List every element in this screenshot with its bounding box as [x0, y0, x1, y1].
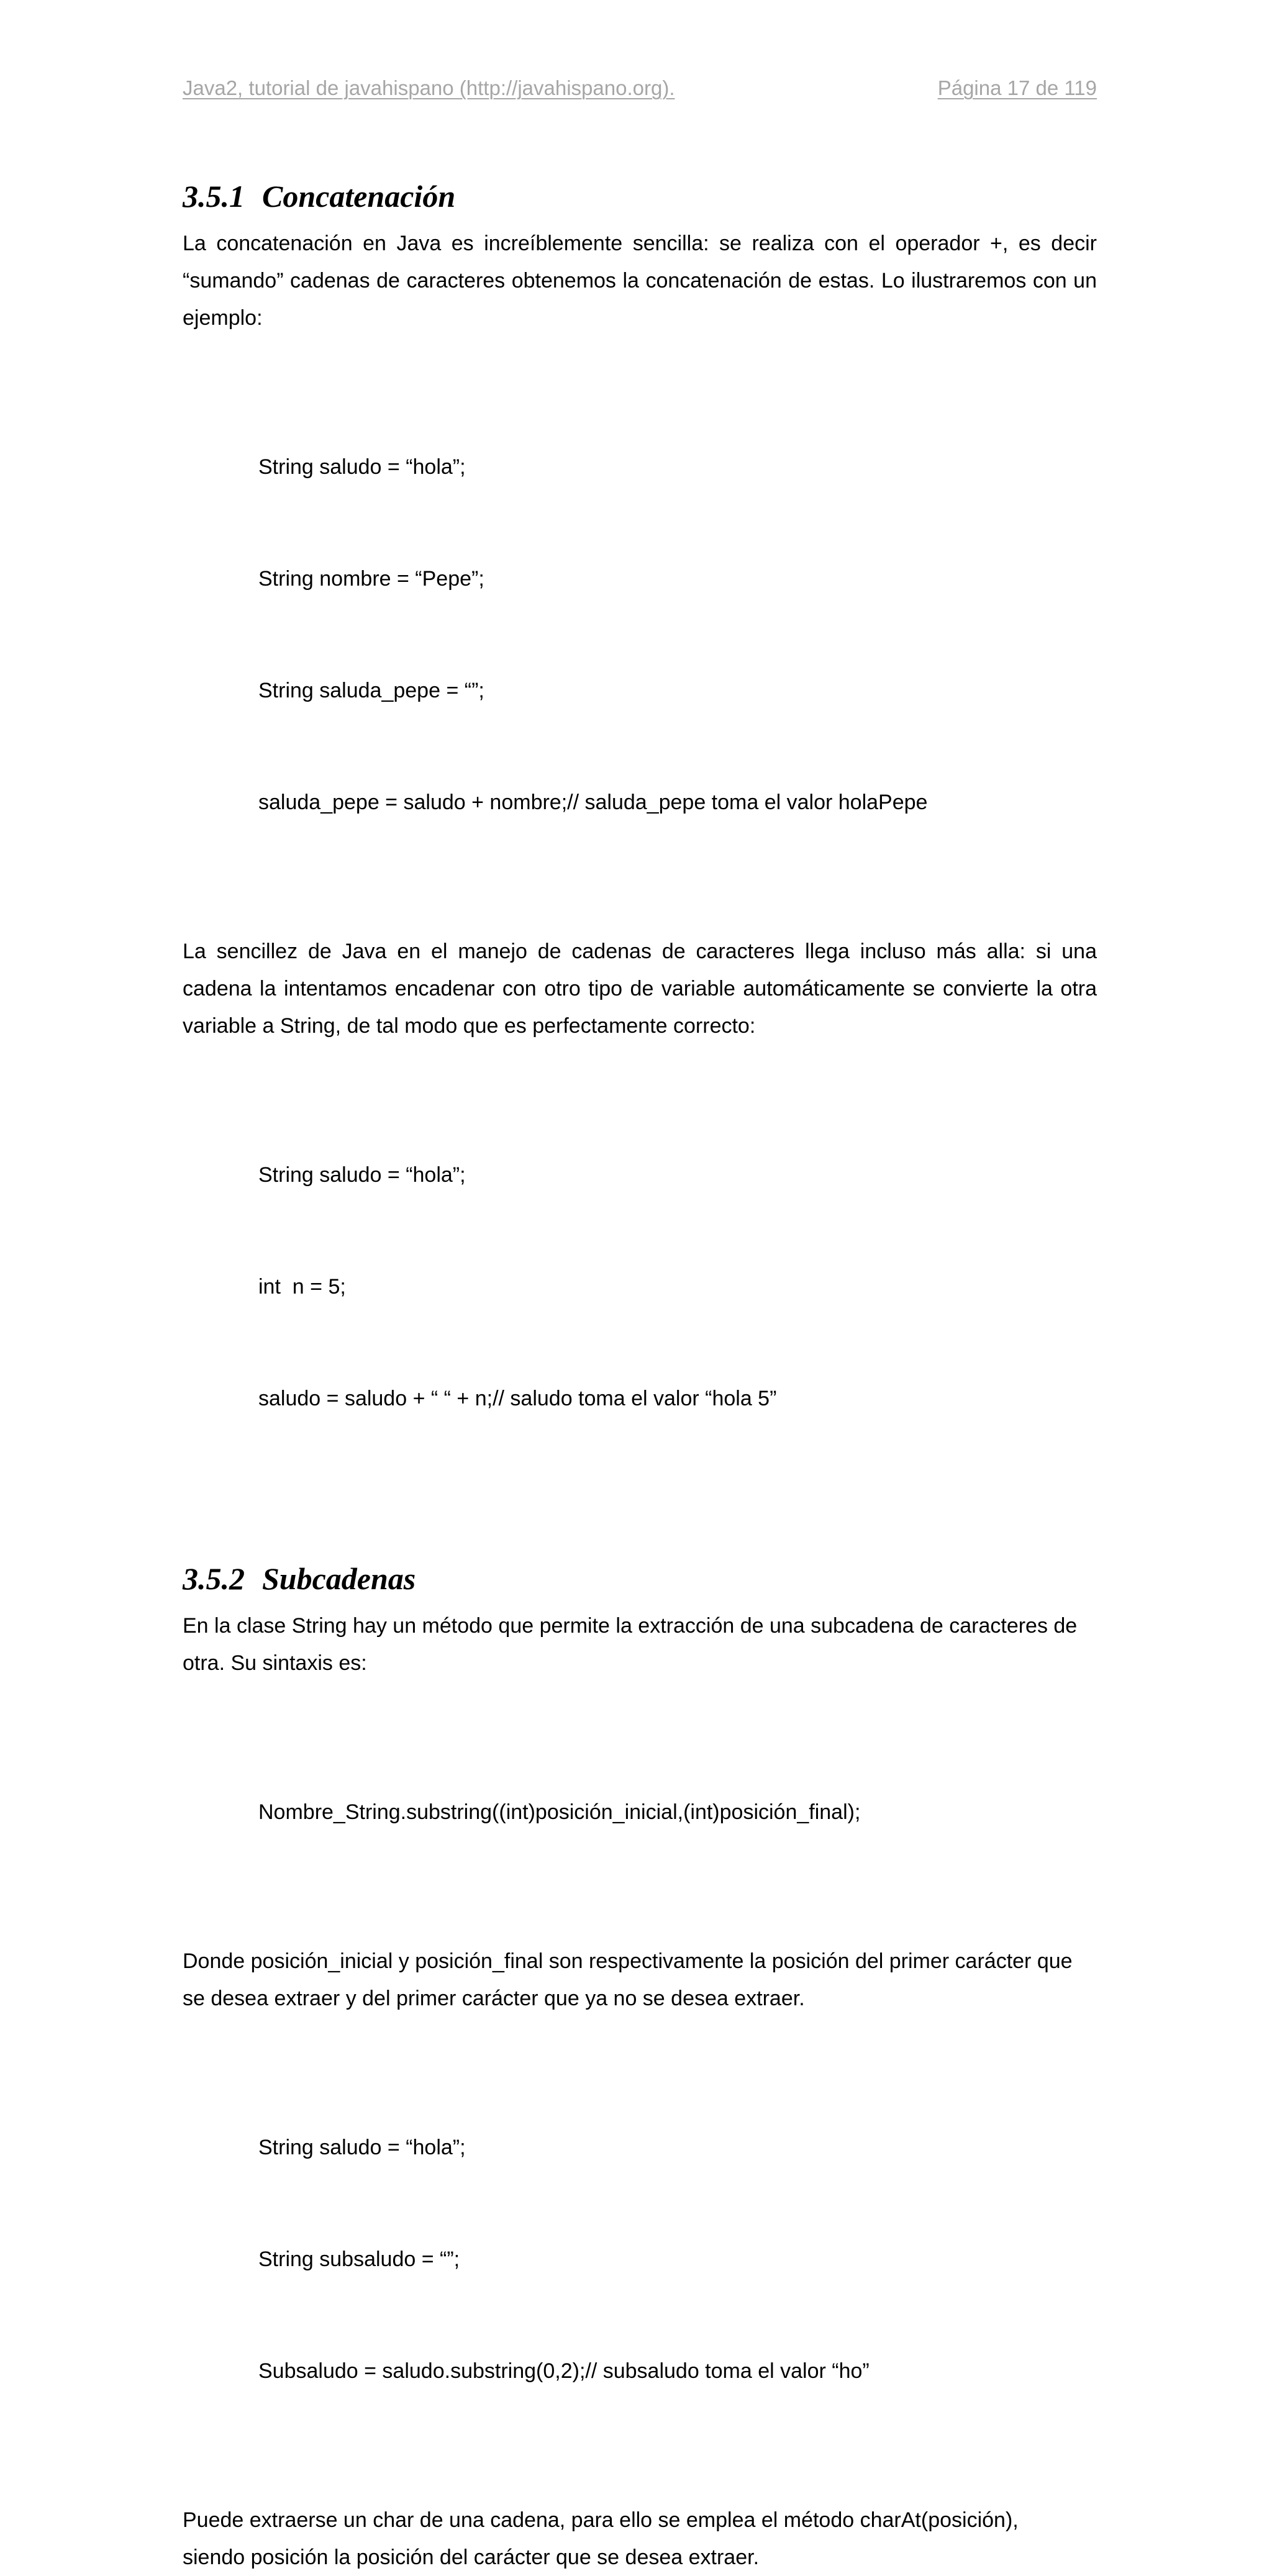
section-title: Subcadenas	[262, 1561, 416, 1596]
code-block-concatenation	[183, 374, 1097, 896]
code-block-substring-syntax	[183, 1719, 1097, 1905]
section-number: 3.5.2	[183, 1561, 245, 1596]
paragraph-line: siendo posición la posición del carácter que se desea extraer.	[183, 2546, 760, 2569]
code-line: String subsaludo = “”;	[258, 2247, 460, 2271]
code-line: String nombre = “Pepe”;	[258, 567, 484, 591]
paragraph-substring-intro: En la clase String hay un método que permite la extracción de una subcadena de caracteres de otra. Su sintaxis es:	[183, 1614, 1078, 1675]
header-title: Java2, tutorial de javahispano (http://javahispano.org).	[183, 76, 675, 99]
header-page-number: Página 17 de 119	[937, 76, 1097, 99]
code-line: Nombre_String.substring((int)posición_inicial,(int)posición_final);	[258, 1800, 861, 1824]
code-line: int n = 5;	[258, 1275, 346, 1299]
section-heading-subcadenas	[183, 1560, 1097, 1597]
paragraph-charat	[183, 2501, 1097, 2576]
paragraph-line: Puede extraerse un char de una cadena, para ello se emplea el método charAt(posición),	[183, 2508, 1019, 2532]
code-line: String saludo = “hola”;	[258, 1163, 466, 1187]
code-line: String saludo = “hola”;	[258, 2136, 466, 2159]
code-block-conversion	[183, 1082, 1097, 1492]
code-line: saluda_pepe = saludo + nombre;// saluda_pepe toma el valor holaPepe	[258, 791, 928, 814]
section-heading-concatenacion	[183, 178, 1097, 215]
running-header	[183, 73, 1097, 103]
code-line: Subsaludo = saludo.substring(0,2);// subsaludo toma el valor “ho”	[258, 2359, 870, 2383]
section-number: 3.5.1	[183, 179, 245, 214]
section-title: Concatenación	[262, 179, 456, 214]
paragraph-string-conversion: La sencillez de Java en el manejo de cadenas de caracteres llega incluso más alla: si una cadena la intentamos encadenar con otro tipo de variable automáticamente se convierte la otra variable a String, de tal modo que es perfectamente correcto:	[183, 940, 1097, 1038]
code-block-substring-example	[183, 2054, 1097, 2464]
code-line: String saluda_pepe = “”;	[258, 679, 484, 702]
paragraph-concatenation-intro: La concatenación en Java es increíblemente sencilla: se realiza con el operador +, es decir “sumando” cadenas de caracteres obtenemos la concatenación de estas. Lo ilustraremos con un ejemplo:	[183, 232, 1097, 330]
code-line: saludo = saludo + “ “ + n;// saludo toma el valor “hola 5”	[258, 1387, 777, 1410]
paragraph-substring-parameters: Donde posición_inicial y posición_final son respectivamente la posición del primer carácter que se desea extraer y del primer carácter que ya no se desea extraer.	[183, 1949, 1073, 2010]
document-page	[183, 73, 1097, 2576]
code-line: String saludo = “hola”;	[258, 455, 466, 479]
